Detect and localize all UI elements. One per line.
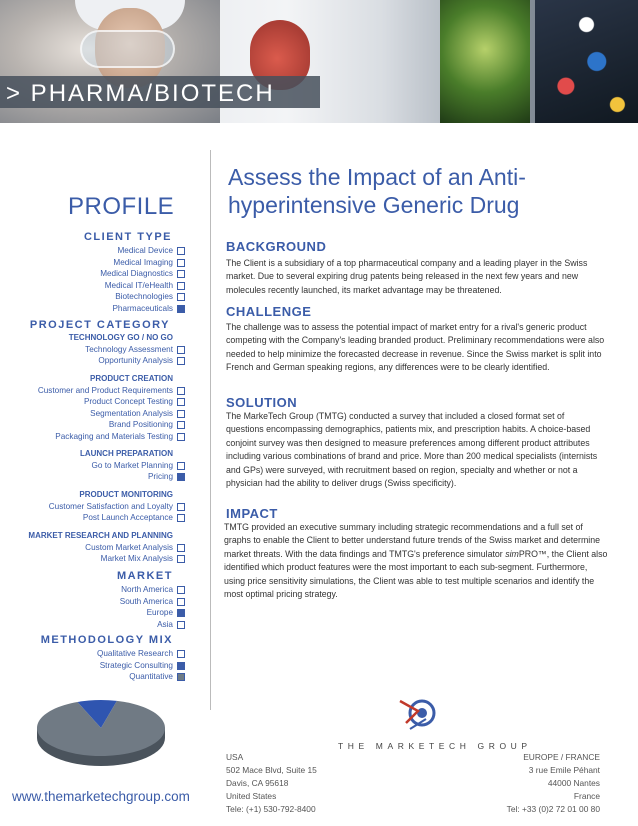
- category-customer-satisfaction-and-loyalty-label: Customer Satisfaction and Loyalty: [48, 501, 173, 511]
- client-type-medical-device-checkbox[interactable]: [177, 247, 185, 255]
- challenge-text: The challenge was to assess the potential impact of market entry for a rival's generic product competing with the Company's leading branded product. Preliminary recommendations were also needed to help minimize the forecasted decrease in revenue. Since the Swiss market is split into French and German speaking regions, any differences were to be clearly identified.: [226, 322, 605, 373]
- client-type-medical-imaging-checkbox[interactable]: [177, 259, 185, 267]
- methodology-strategic-consulting-checkbox[interactable]: [177, 662, 185, 670]
- header-banner: [0, 0, 638, 123]
- market-south-america-checkbox[interactable]: [177, 598, 185, 606]
- eu-address-line: 44000 Nantes: [547, 778, 600, 788]
- methodology-heading: METHODOLOGY MIX: [40, 634, 173, 646]
- methodology-quantitative-checkbox[interactable]: [177, 673, 185, 681]
- safety-goggles: [80, 30, 175, 68]
- profile-title: PROFILE: [68, 193, 175, 220]
- market-south-america-label: South America: [119, 596, 173, 606]
- eu-address-line: EUROPE / FRANCE: [523, 752, 600, 762]
- banner-title: > PHARMA/BIOTECH: [6, 80, 275, 107]
- category-product-concept-testing-label: Product Concept Testing: [83, 397, 173, 407]
- category-technology-assessment-checkbox[interactable]: [177, 346, 185, 354]
- impact-text: [224, 521, 608, 601]
- market-europe-checkbox[interactable]: [177, 609, 185, 617]
- group-launch-preparation-heading: LAUNCH PREPARATION: [79, 449, 173, 458]
- us-address-line: USA: [226, 752, 244, 762]
- challenge-heading: CHALLENGE: [226, 304, 312, 319]
- category-opportunity-analysis-label: Opportunity Analysis: [98, 356, 173, 366]
- impact-text-part1: TMTG provided an executive summary including strategic recommendations and a full set of graphs to enable the Client to better understand future trends of the Swiss market and determine market threats. With the data findings and TMTG's preference simulator: [224, 522, 601, 559]
- us-address-line: United States: [226, 791, 277, 801]
- category-customer-and-product-requirements-checkbox[interactable]: [177, 387, 185, 395]
- impact-heading: IMPACT: [226, 506, 278, 521]
- pills-image: [535, 0, 638, 123]
- client-type-medical-device-label: Medical Device: [117, 246, 173, 255]
- category-custom-market-analysis-label: Custom Market Analysis: [85, 542, 173, 552]
- background-text: The Client is a subsidiary of a top pharmaceutical company and a leading player in the Swiss market. Due to several expiring drug patents being released in the next few years and new molecules recently launched, its market advantage may be threatened.: [226, 258, 588, 295]
- impact-sim-em: sim: [505, 548, 519, 559]
- client-type-medical-imaging-label: Medical Imaging: [113, 257, 173, 267]
- methodology-qualitative-research-label: Qualitative Research: [97, 649, 173, 658]
- category-go-to-market-planning-checkbox[interactable]: [177, 462, 185, 470]
- impact-text-part2: PRO™, the Client also identified which product features were the most important to each sub-segment. Furthermore, using price sensitivity simulations, the Client was able to test multiple scenarios and identify the most optimal pricing strategy.: [224, 548, 608, 600]
- client-type-medical-it-ehealth-checkbox[interactable]: [177, 282, 185, 290]
- methodology-strategic-consulting-label: Strategic Consulting: [99, 660, 173, 670]
- category-brand-positioning-checkbox[interactable]: [177, 421, 185, 429]
- website-link[interactable]: www.themarketechgroup.com: [12, 789, 190, 804]
- eu-address-line: France: [573, 791, 600, 801]
- group-market-research-and-planning-heading: MARKET RESEARCH AND PLANNING: [28, 531, 173, 540]
- eu-address: [507, 751, 600, 816]
- methodology-pie-chart: [34, 695, 169, 775]
- solution-heading: SOLUTION: [226, 395, 298, 410]
- category-custom-market-analysis-checkbox[interactable]: [177, 544, 185, 552]
- client-type-biotechnologies-label: Biotechnologies: [115, 292, 173, 302]
- group-technology-go-no-go-heading: TECHNOLOGY GO / NO GO: [68, 333, 173, 342]
- category-post-launch-acceptance-checkbox[interactable]: [177, 514, 185, 522]
- us-address-line: Davis, CA 95618: [226, 778, 289, 788]
- category-pricing-label: Pricing: [147, 472, 173, 482]
- market-asia-label: Asia: [157, 619, 173, 629]
- category-customer-satisfaction-and-loyalty-checkbox[interactable]: [177, 503, 185, 511]
- client-type-pharmaceuticals-checkbox[interactable]: [177, 305, 185, 313]
- us-address-line: 502 Mace Blvd, Suite 15: [226, 765, 317, 775]
- client-type-biotechnologies-checkbox[interactable]: [177, 293, 185, 301]
- background-heading: BACKGROUND: [226, 239, 327, 254]
- category-go-to-market-planning-label: Go to Market Planning: [91, 460, 173, 470]
- us-address: [226, 751, 317, 816]
- category-product-concept-testing-checkbox[interactable]: [177, 398, 185, 406]
- methodology-quantitative-label: Quantitative: [129, 672, 173, 682]
- category-brand-positioning-label: Brand Positioning: [108, 420, 173, 430]
- category-packaging-and-materials-testing-checkbox[interactable]: [177, 433, 185, 441]
- group-product-creation-heading: PRODUCT CREATION: [90, 374, 173, 383]
- eu-address-line: 3 rue Emile Péhant: [528, 765, 600, 775]
- marketech-logo-icon: [396, 693, 446, 733]
- category-market-mix-analysis-label: Market Mix Analysis: [100, 554, 173, 564]
- client-type-medical-it-ehealth-label: Medical IT/eHealth: [104, 280, 173, 290]
- molecule-image: [440, 0, 530, 123]
- column-divider: [210, 150, 211, 710]
- category-packaging-and-materials-testing-label: Packaging and Materials Testing: [55, 432, 173, 441]
- project-category-heading: PROJECT CATEGORY: [29, 319, 170, 331]
- category-customer-and-product-requirements-label: Customer and Product Requirements: [37, 385, 173, 395]
- category-post-launch-acceptance-label: Post Launch Acceptance: [82, 513, 173, 523]
- category-pricing-checkbox[interactable]: [177, 473, 185, 481]
- market-europe-label: Europe: [146, 608, 173, 618]
- category-market-mix-analysis-checkbox[interactable]: [177, 555, 185, 563]
- market-asia-checkbox[interactable]: [177, 621, 185, 629]
- category-opportunity-analysis-checkbox[interactable]: [177, 357, 185, 365]
- market-north-america-label: North America: [121, 585, 173, 594]
- client-type-medical-diagnostics-checkbox[interactable]: [177, 270, 185, 278]
- solution-text: The MarkeTech Group (TMTG) conducted a survey that included a closed format set of questions encompassing demographics, patients mix, and prescription habits. A choice-based conjoint survey was then designed to measure preferences among different product attributes including various combinations of brand and price. More than 200 medical specialists (internists and GPs) were surveyed, with recruitment based on region, specialty and whether or not a physician had the ability to deliver drugs (Swiss specificity).: [226, 411, 598, 489]
- methodology-qualitative-research-checkbox[interactable]: [177, 650, 185, 658]
- eu-address-line: Tel: +33 (0)2 72 01 00 80: [506, 804, 600, 814]
- market-north-america-checkbox[interactable]: [177, 586, 185, 594]
- client-type-heading: CLIENT TYPE: [83, 231, 172, 243]
- category-segmentation-analysis-label: Segmentation Analysis: [90, 408, 173, 418]
- client-type-pharmaceuticals-label: Pharmaceuticals: [112, 304, 173, 313]
- category-technology-assessment-label: Technology Assessment: [85, 344, 173, 354]
- client-type-medical-diagnostics-label: Medical Diagnostics: [100, 269, 173, 279]
- page-title: Assess the Impact of an Anti-hyperintensive Generic Drug: [228, 164, 526, 218]
- category-segmentation-analysis-checkbox[interactable]: [177, 410, 185, 418]
- group-product-monitoring-heading: PRODUCT MONITORING: [79, 490, 173, 499]
- market-heading: MARKET: [116, 570, 173, 582]
- us-address-line: Tele: (+1) 530-792-8400: [226, 804, 316, 814]
- company-name: THE MARKETECH GROUP: [338, 741, 532, 751]
